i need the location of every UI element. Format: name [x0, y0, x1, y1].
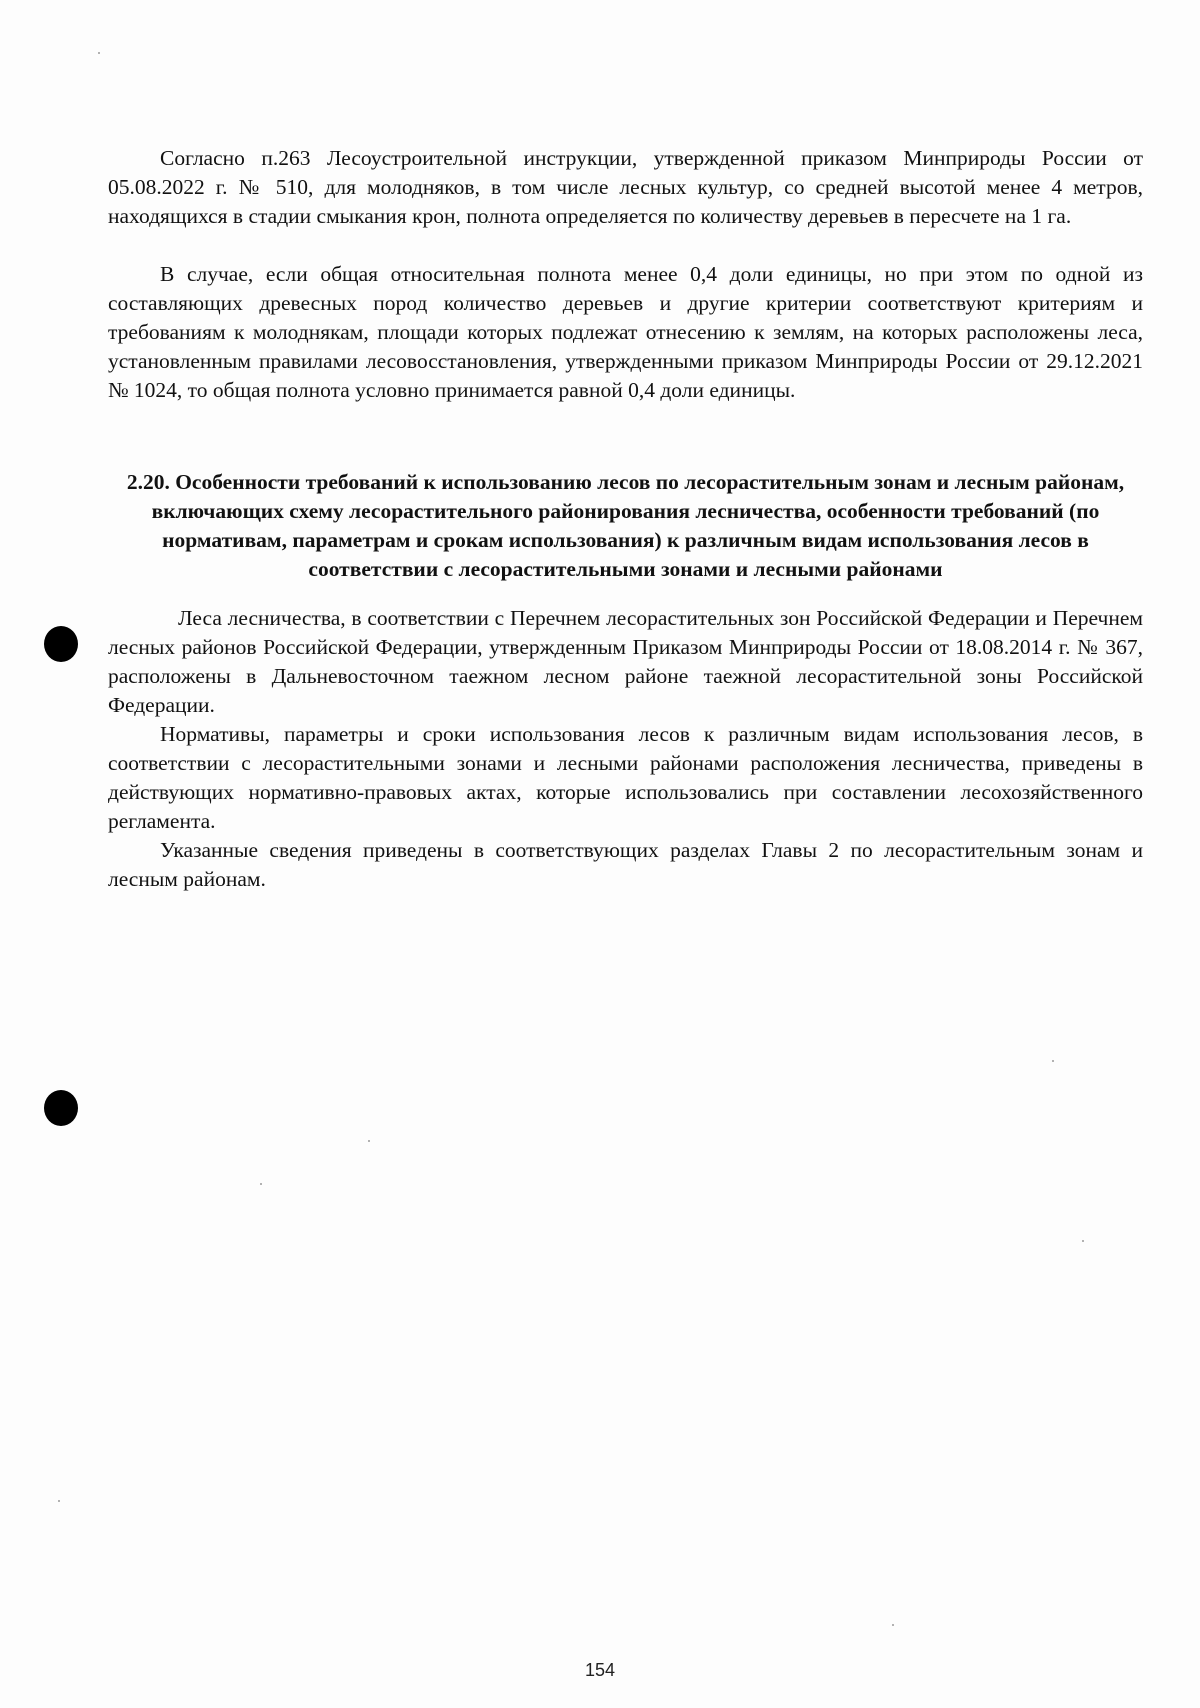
paragraph-lesoustroitelnaya-instrukciya: Согласно п.263 Лесоустроительной инструкции, утвержденной приказом Минприроды России от 05.08.2022 г. № 510, для молодняков, в том числе лесных культур, со средней высотой менее 4 метров, находящихся в стадии смыкания крон, полнота определяется по количеству деревьев в пересчете на 1 га. — [108, 146, 1143, 228]
scan-speck — [58, 1500, 60, 1502]
punch-hole-lower — [44, 1090, 78, 1126]
paragraph-lesa-lesnichestva: Леса лесничества, в соответствии с Перечнем лесорастительных зон Российской Федерации и Перечнем лесных районов Российской Федерации, утвержденным Приказом Минприроды России от 18.08.2014 г. № 367, расположены в Дальневосточном таежном лесном районе таежной лесорастительной зоны Российской Федерации. — [108, 606, 1143, 717]
scan-speck — [260, 1183, 262, 1185]
section-heading-2-20: 2.20. Особенности требований к использованию лесов по лесорастительным зонам и лесным районам, включающих схему лесорастительного районирования лесничества, особенности требований (по нормативам, параметрам и срокам использования) к различным видам использования лесов в соответствии с лесорастительными зонами и лесными районами — [126, 470, 1125, 581]
scan-speck — [368, 1140, 370, 1142]
scan-speck — [1082, 1240, 1084, 1242]
page-number: 154 — [584, 1660, 616, 1680]
punch-hole-upper — [44, 626, 78, 662]
paragraph-obshaya-polnota: В случае, если общая относительная полнота менее 0,4 доли единицы, но при этом по одной из составляющих древесных пород количество деревьев и другие критерии соответствуют критериям и требованиям к молоднякам, площади которых подлежат отнесению к землям, на которых расположены леса, установленным правилами лесовосстановления, утвержденными приказом Минприроды России от 29.12.2021 № 1024, то общая полнота условно принимается равной 0,4 доли единицы. — [108, 262, 1143, 402]
scan-speck — [1052, 1060, 1054, 1062]
scan-speck — [98, 52, 100, 54]
scan-speck — [892, 1624, 894, 1626]
paragraph-ukazannye-svedeniya: Указанные сведения приведены в соответствующих разделах Главы 2 по лесорастительным зонам и лесным районам. — [108, 838, 1143, 891]
paragraph-normativy: Нормативы, параметры и сроки использования лесов к различным видам использования лесов, в соответствии с лесорастительными зонами и лесными районами расположения лесничества, приведены в действующих нормативно-правовых актах, которые использовались при составлении лесохозяйственного регламента. — [108, 722, 1143, 833]
